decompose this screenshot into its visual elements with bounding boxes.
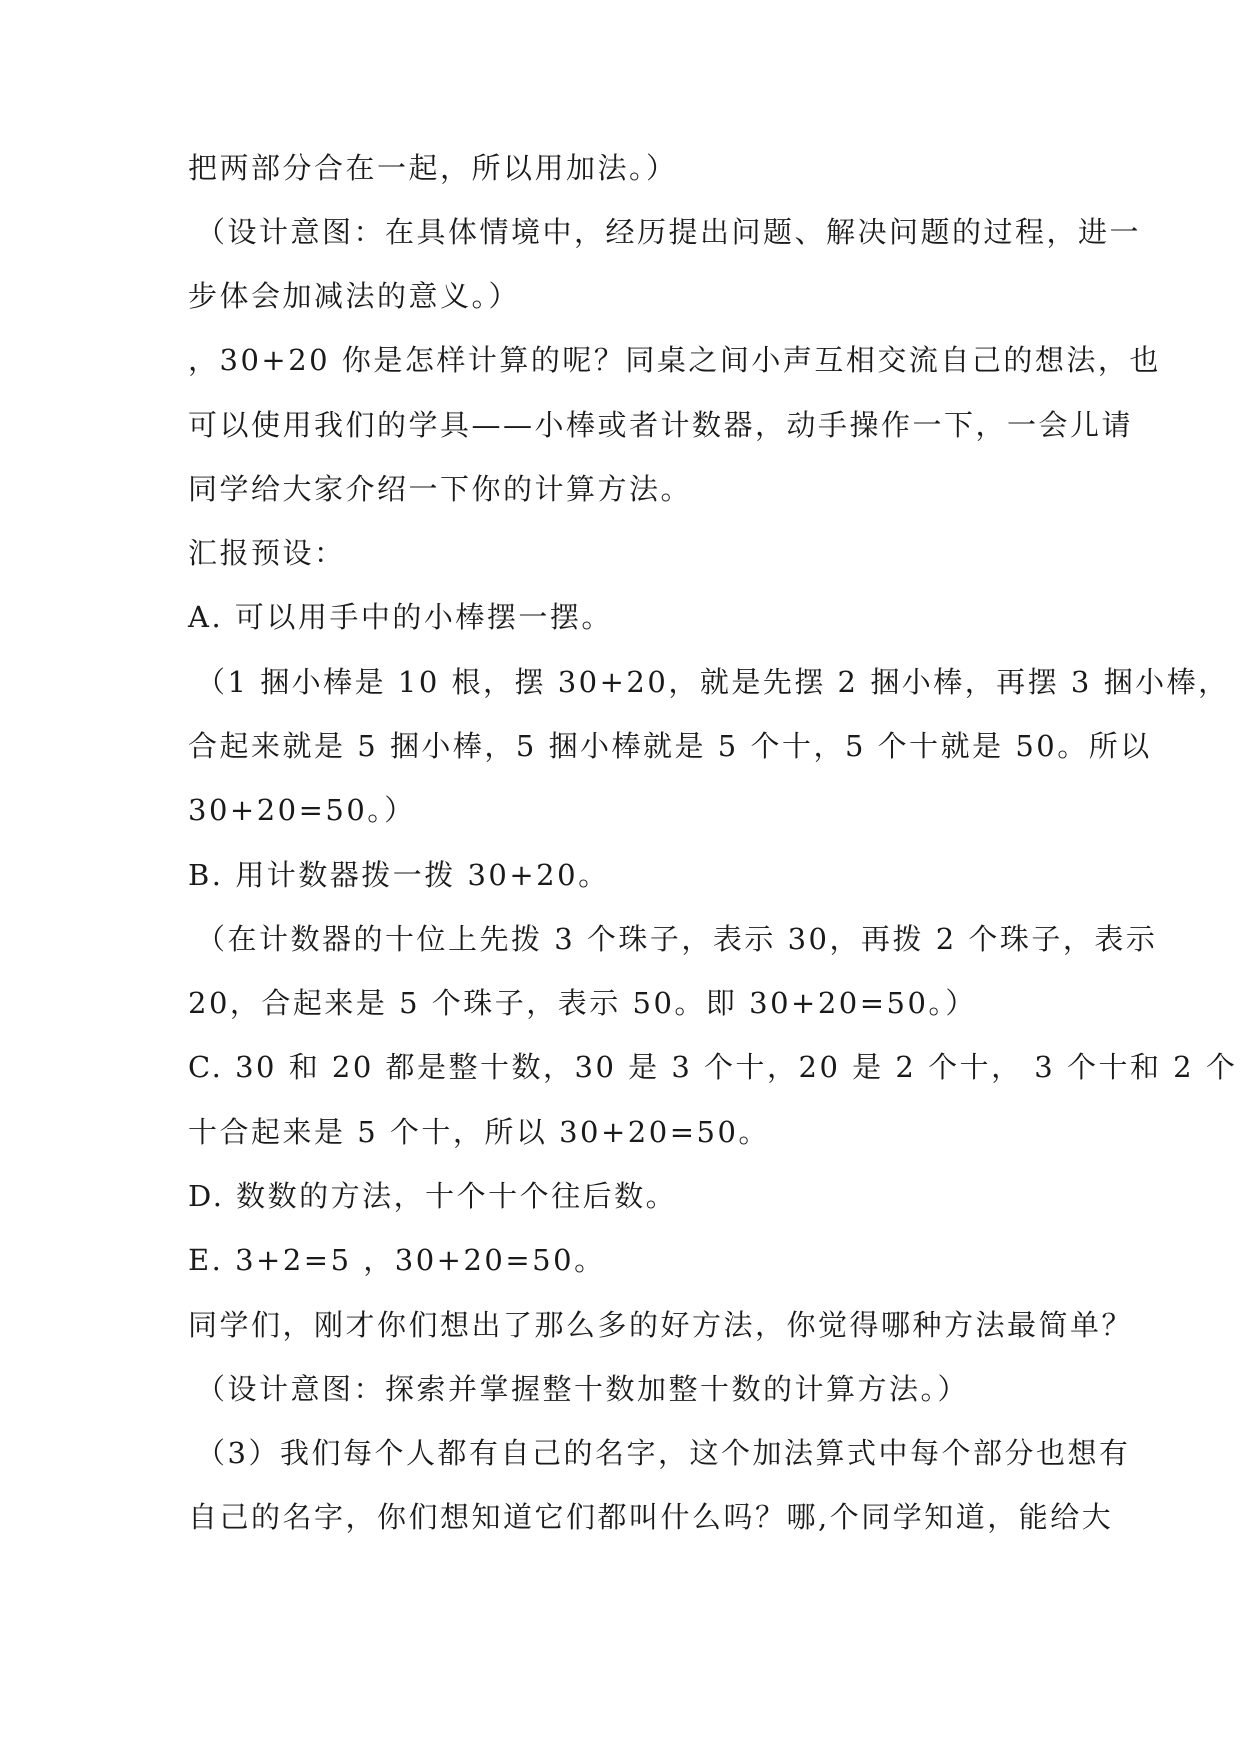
text-line: 十合起来是 5 个十，所以 30+20=50。 [188,1115,770,1149]
text-line: （3）我们每个人都有自己的名字，这个加法算式中每个部分也想有 [196,1436,1131,1470]
text-line: 20，合起来是 5 个珠子，表示 50。即 30+20=50。） [188,986,977,1020]
text-line: A. 可以用手中的小棒摆一摆。 [188,600,613,634]
text-line: C. 30 和 20 都是整十数，30 是 3 个十，20 是 2 个十， 3 个十和 2 个 [188,1050,1238,1084]
text-line: 汇报预设： [188,536,346,570]
text-line: 步体会加减法的意义。） [188,279,521,313]
text-line: 合起来就是 5 捆小棒，5 捆小棒就是 5 个十，5 个十就是 50。所以 [188,729,1152,763]
text-line: B. 用计数器拨一拨 30+20。 [188,858,610,892]
text-line: （在计数器的十位上先拨 3 个珠子，表示 30，再拨 2 个珠子，表示 [196,922,1158,956]
text-line: E. 3+2=5 ，30+20=50。 [188,1243,606,1277]
text-line: ，30+20 你是怎样计算的呢？同桌之间小声互相交流自己的想法，也 [188,343,1161,377]
text-line: 把两部分合在一起，所以用加法。） [188,151,678,185]
text-line: 同学给大家介绍一下你的计算方法。 [188,472,693,506]
text-line: （1 捆小棒是 10 根，摆 30+20，就是先摆 2 捆小棒，再摆 3 捆小棒， [196,665,1230,699]
text-line: 可以使用我们的学具——小棒或者计数器，动手操作一下，一会儿请 [188,408,1134,442]
text-line: （设计意图：在具体情境中，经历提出问题、解决问题的过程，进一 [196,215,1142,249]
text-line: 同学们，刚才你们想出了那么多的好方法，你觉得哪种方法最简单？ [188,1308,1134,1342]
text-line: 自己的名字，你们想知道它们都叫什么吗？哪,个同学知道，能给大 [188,1500,1114,1534]
text-line: D. 数数的方法，十个十个往后数。 [188,1179,678,1213]
text-line: （设计意图：探索并掌握整十数加整十数的计算方法。） [196,1372,970,1406]
text-line: 30+20=50。） [188,793,416,827]
